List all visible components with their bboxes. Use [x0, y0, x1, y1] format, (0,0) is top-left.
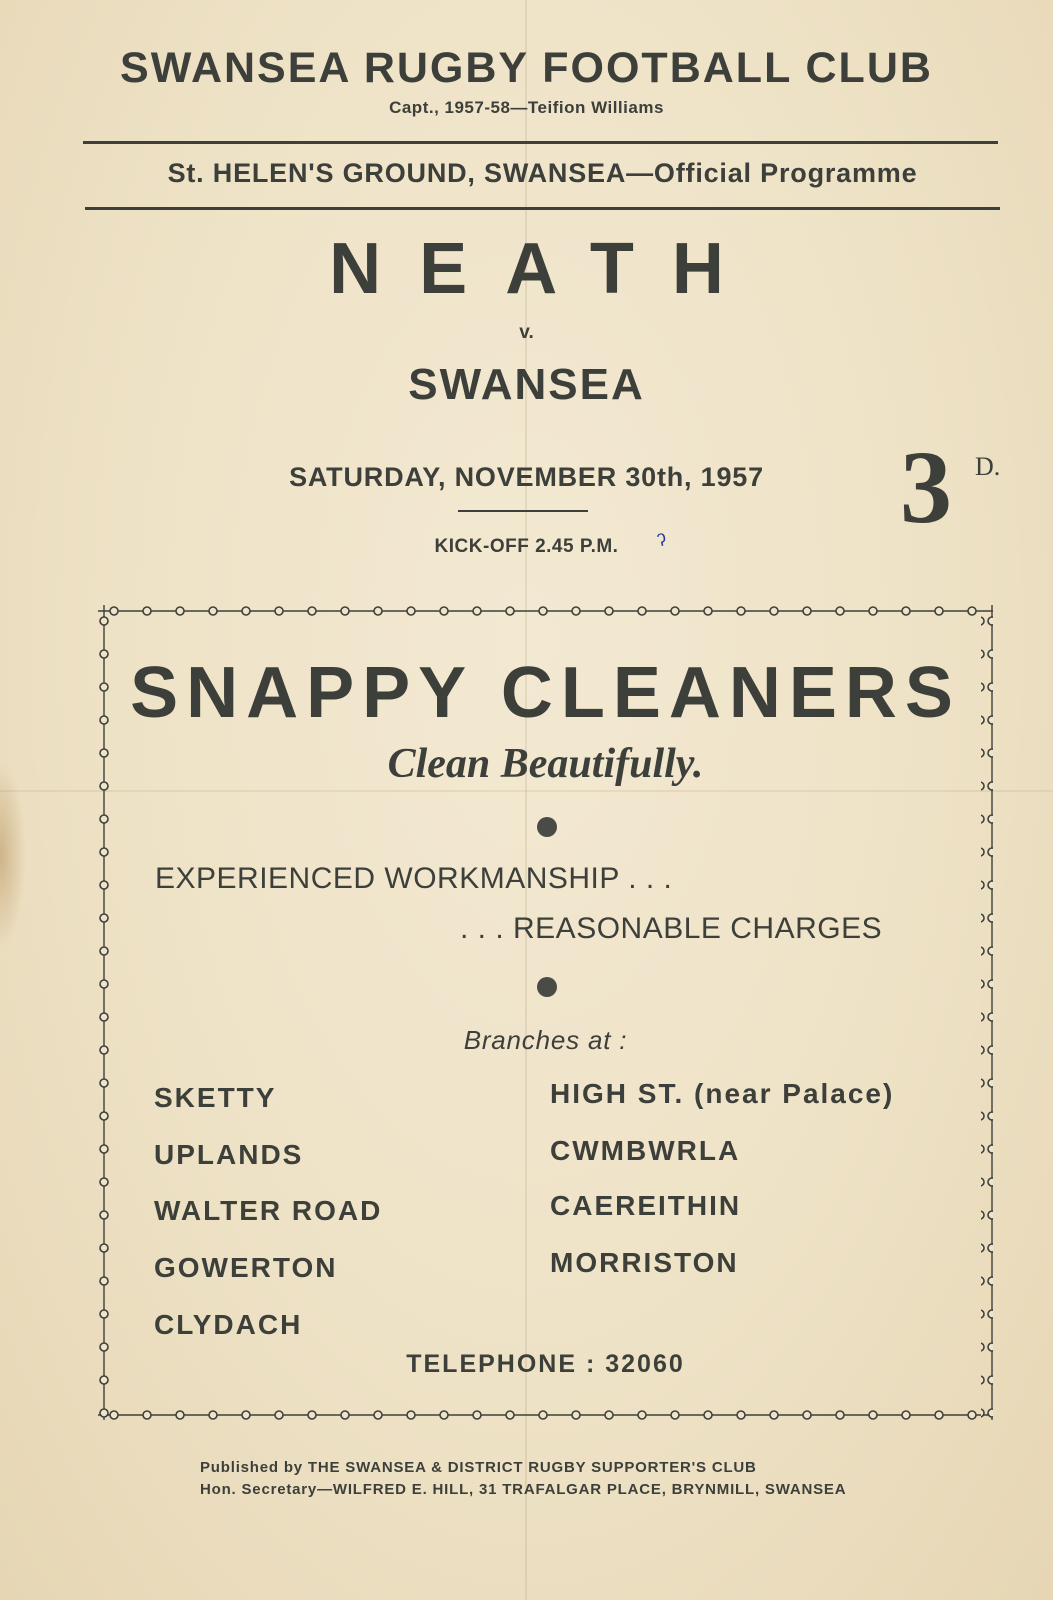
kickoff-time: KICK-OFF 2.45 P.M. — [434, 536, 619, 557]
date-underline — [458, 510, 588, 512]
away-team: SWANSEA — [408, 360, 645, 409]
price-value: 3 — [900, 430, 952, 545]
branch-right: MORRISTON — [550, 1247, 739, 1278]
versus-label: v. — [519, 322, 534, 343]
pen-mark: ˀ — [654, 527, 670, 559]
top-rule — [83, 141, 998, 144]
bullet-dot-icon — [537, 817, 557, 837]
branch-right: CAEREITHIN — [550, 1190, 742, 1221]
bullet-dot-icon — [537, 977, 557, 997]
branch-right: CWMBWRLA — [550, 1135, 741, 1166]
footer-publisher: Published by THE SWANSEA & DISTRICT RUGBY SUPPORTER'S CLUB — [200, 1459, 757, 1476]
branch-left: UPLANDS — [154, 1139, 304, 1170]
branch-left: GOWERTON — [154, 1252, 338, 1283]
captain-line: Capt., 1957-58—Teifion Williams — [389, 98, 664, 117]
branch-left: SKETTY — [154, 1082, 277, 1113]
advert-tagline: Clean Beautifully. — [387, 741, 704, 787]
advert-name: SNAPPY CLEANERS — [130, 653, 961, 733]
advert-line-workmanship: EXPERIENCED WORKMANSHIP . . . — [155, 862, 673, 895]
branches-label: Branches at : — [463, 1025, 628, 1055]
home-team: NEATH — [329, 229, 762, 309]
paper-stain — [0, 760, 26, 950]
ground-line: St. HELEN'S GROUND, SWANSEA—Official Programme — [167, 158, 918, 188]
footer-secretary: Hon. Secretary—WILFRED E. HILL, 31 TRAFALGAR PLACE, BRYNMILL, SWANSEA — [200, 1481, 847, 1498]
branch-left: WALTER ROAD — [154, 1195, 383, 1226]
second-rule — [85, 207, 1000, 210]
branch-right: HIGH ST. (near Palace) — [550, 1078, 895, 1109]
price-unit: D. — [975, 452, 1001, 481]
branch-left: CLYDACH — [154, 1309, 303, 1340]
club-title: SWANSEA RUGBY FOOTBALL CLUB — [120, 44, 933, 92]
match-date: SATURDAY, NOVEMBER 30th, 1957 — [289, 462, 764, 492]
advert-line-charges: . . . REASONABLE CHARGES — [460, 912, 883, 945]
advert-telephone: TELEPHONE : 32060 — [406, 1350, 685, 1378]
